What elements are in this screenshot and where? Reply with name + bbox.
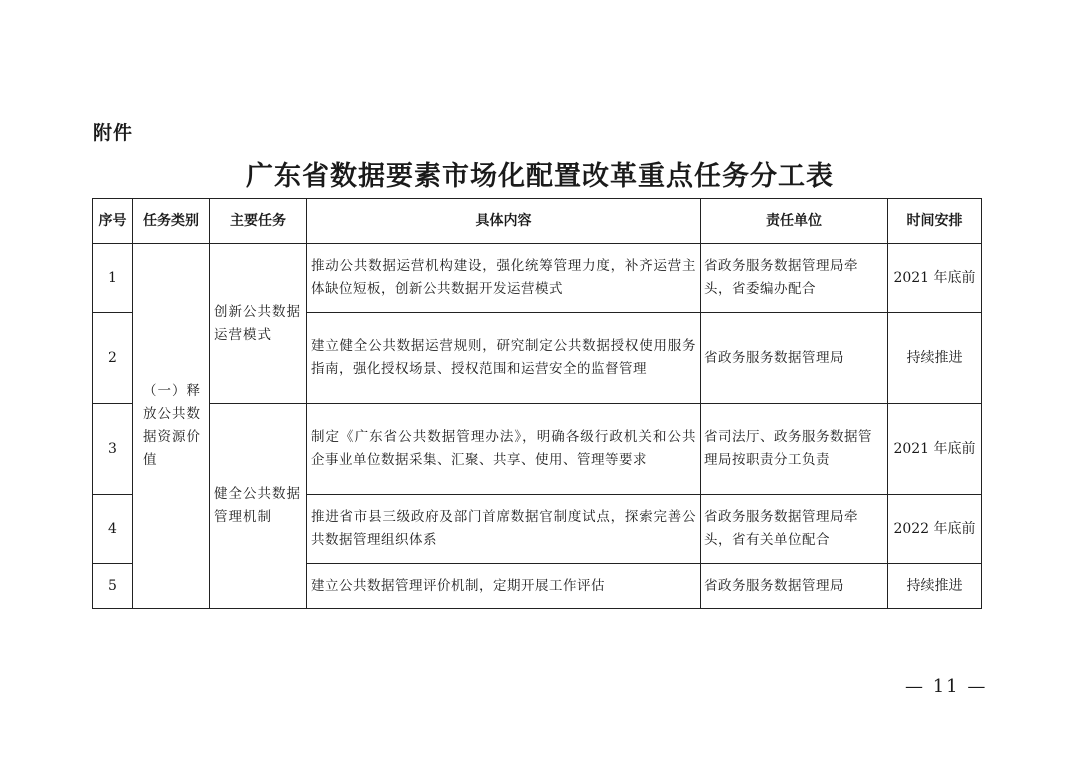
- header-content: 具体内容: [307, 199, 701, 244]
- attachment-label: 附件: [93, 122, 134, 144]
- table-header-row: [93, 199, 982, 244]
- row-schedule: 持续推进: [888, 313, 982, 404]
- row-responsible: 省政务服务数据管理局: [701, 313, 888, 404]
- row-content: 建立公共数据管理评价机制，定期开展工作评估: [307, 564, 701, 609]
- row-seq: 3: [93, 404, 133, 495]
- row-schedule: 持续推进: [888, 564, 982, 609]
- row-schedule: 2022 年底前: [888, 495, 982, 564]
- row-responsible: 省政务服务数据管理局: [701, 564, 888, 609]
- row-responsible: 省司法厅、政务服务数据管理局按职责分工负责: [701, 404, 888, 495]
- page-number: — 11 —: [905, 676, 988, 697]
- row-seq: 4: [93, 495, 133, 564]
- header-responsible: 责任单位: [701, 199, 888, 244]
- row-content: 建立健全公共数据运营规则，研究制定公共数据授权使用服务指南，强化授权场景、授权范围和运营安全的监督管理: [307, 313, 701, 404]
- document-title: 广东省数据要素市场化配置改革重点任务分工表: [246, 161, 834, 192]
- row-responsible: 省政务服务数据管理局牵头，省委编办配合: [701, 244, 888, 313]
- main-task-cell: 创新公共数据运营模式: [210, 244, 307, 404]
- task-table: [92, 198, 982, 609]
- category-cell: （一）释放公共数据资源价值: [133, 244, 210, 609]
- row-content: 制定《广东省公共数据管理办法》，明确各级行政机关和公共企事业单位数据采集、汇聚、共享、使用、管理等要求: [307, 404, 701, 495]
- table-row: [93, 244, 982, 313]
- header-seq: 序号: [93, 199, 133, 244]
- row-schedule: 2021 年底前: [888, 404, 982, 495]
- row-content: 推动公共数据运营机构建设，强化统筹管理力度，补齐运营主体缺位短板，创新公共数据开发运营模式: [307, 244, 701, 313]
- header-main-task: 主要任务: [210, 199, 307, 244]
- row-seq: 5: [93, 564, 133, 609]
- row-seq: 2: [93, 313, 133, 404]
- row-seq: 1: [93, 244, 133, 313]
- header-schedule: 时间安排: [888, 199, 982, 244]
- main-task-cell: 健全公共数据管理机制: [210, 404, 307, 609]
- row-responsible: 省政务服务数据管理局牵头，省有关单位配合: [701, 495, 888, 564]
- row-content: 推进省市县三级政府及部门首席数据官制度试点，探索完善公共数据管理组织体系: [307, 495, 701, 564]
- row-schedule: 2021 年底前: [888, 244, 982, 313]
- table-row: [93, 404, 982, 495]
- header-category: 任务类别: [133, 199, 210, 244]
